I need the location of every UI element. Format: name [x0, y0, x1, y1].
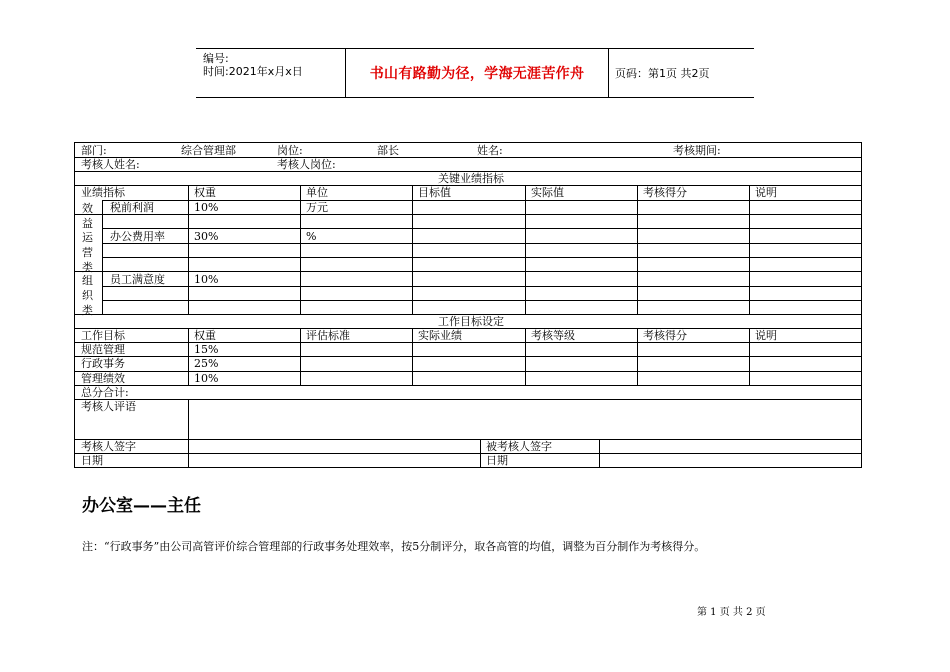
row-divider [102, 257, 861, 258]
goal-header: 说明 [755, 329, 777, 342]
kpi-header: 说明 [755, 186, 777, 199]
goal-section-title: 工作目标设定 [438, 315, 504, 328]
kpi-name: 税前利润 [110, 201, 154, 214]
column-divider [412, 328, 413, 385]
kpi-header: 实际值 [531, 186, 564, 199]
kpi-unit: % [306, 229, 317, 243]
column-divider [749, 185, 750, 314]
assessment-form-table [74, 142, 862, 468]
column-divider [480, 439, 481, 467]
kpi-header: 权重 [194, 186, 216, 199]
column-divider [525, 328, 526, 385]
goal-header: 考核得分 [643, 329, 687, 342]
note-text: 注：“行政事务”由公司高管评价综合管理部的行政事务处理效率，按5分制评分，取各高管的均值，调整为百分制作为考核得分。 [82, 540, 706, 553]
goal-header: 考核等级 [531, 329, 575, 342]
column-divider [637, 185, 638, 314]
kpi-header: 目标值 [418, 186, 451, 199]
kpi-weight: 10% [194, 201, 219, 214]
assessor-position-label: 考核人岗位: [277, 158, 336, 171]
row-divider [75, 439, 861, 440]
goal-weight: 10% [194, 371, 219, 385]
dept-value: 综合管理部 [181, 144, 236, 157]
row-divider [75, 271, 861, 272]
goal-name: 行政事务 [81, 357, 125, 371]
row-divider [102, 286, 861, 287]
total-score-label: 总分合计: [81, 386, 129, 399]
row-divider [75, 453, 861, 454]
name-label: 姓名: [477, 144, 503, 157]
motto: 书山有路勤为径，学海无涯苦作舟 [345, 49, 609, 97]
column-divider [412, 185, 413, 314]
date-label: 日期 [486, 454, 508, 467]
kpi-category: 运营类 [82, 230, 93, 274]
kpi-weight: 10% [194, 272, 219, 286]
kpi-header: 业绩指标 [81, 186, 125, 199]
goal-header: 权重 [194, 329, 216, 342]
kpi-header: 考核得分 [643, 186, 687, 199]
row-divider [75, 399, 861, 400]
page-header [196, 48, 754, 98]
column-divider [188, 328, 189, 385]
assessor-signature-label: 考核人签字 [81, 440, 136, 453]
number-label: 编号: [203, 52, 229, 65]
goal-name: 规范管理 [81, 343, 125, 356]
column-divider [525, 185, 526, 314]
goal-header: 实际业绩 [418, 329, 462, 342]
assessee-signature-label: 被考核人签字 [486, 440, 552, 453]
row-divider [102, 300, 861, 301]
row-divider [75, 371, 861, 372]
kpi-header: 单位 [306, 186, 328, 199]
goal-weight: 15% [194, 343, 219, 356]
kpi-weight: 30% [194, 229, 219, 243]
goal-header: 工作目标 [81, 329, 125, 342]
kpi-name: 员工满意度 [110, 272, 165, 286]
goal-weight: 25% [194, 357, 219, 371]
column-divider [300, 328, 301, 385]
header-meta [196, 49, 345, 97]
assessor-comment-label: 考核人评语 [81, 400, 136, 413]
period-label: 考核期间: [673, 144, 721, 157]
column-divider [637, 328, 638, 385]
goal-header: 评估标准 [306, 329, 350, 342]
row-divider [75, 342, 861, 343]
position-value: 部长 [377, 144, 399, 157]
footer-page-number: 第 1 页 共 2 页 [697, 607, 766, 618]
assessor-name-label: 考核人姓名: [81, 158, 140, 171]
column-divider [188, 399, 189, 467]
kpi-category: 效益 [82, 202, 93, 230]
kpi-section-title: 关键业绩指标 [438, 172, 504, 185]
position-label: 岗位: [277, 144, 303, 157]
kpi-category: 组织类 [82, 273, 93, 317]
row-divider [75, 356, 861, 357]
dept-label: 部门: [81, 144, 107, 157]
goal-name: 管理绩效 [81, 371, 125, 385]
page-label: 页码：第1页 共2页 [615, 67, 710, 80]
date-label: 日期 [81, 454, 103, 467]
kpi-name: 办公费用率 [110, 229, 165, 243]
row-divider [102, 243, 861, 244]
kpi-unit: 万元 [306, 201, 328, 214]
row-divider [75, 214, 861, 215]
header-page-info [609, 49, 754, 97]
column-divider [749, 328, 750, 385]
time-label: 时间:2021年x月x日 [203, 65, 303, 78]
doc-title: 办公室——主任 [82, 496, 201, 516]
column-divider [300, 185, 301, 314]
